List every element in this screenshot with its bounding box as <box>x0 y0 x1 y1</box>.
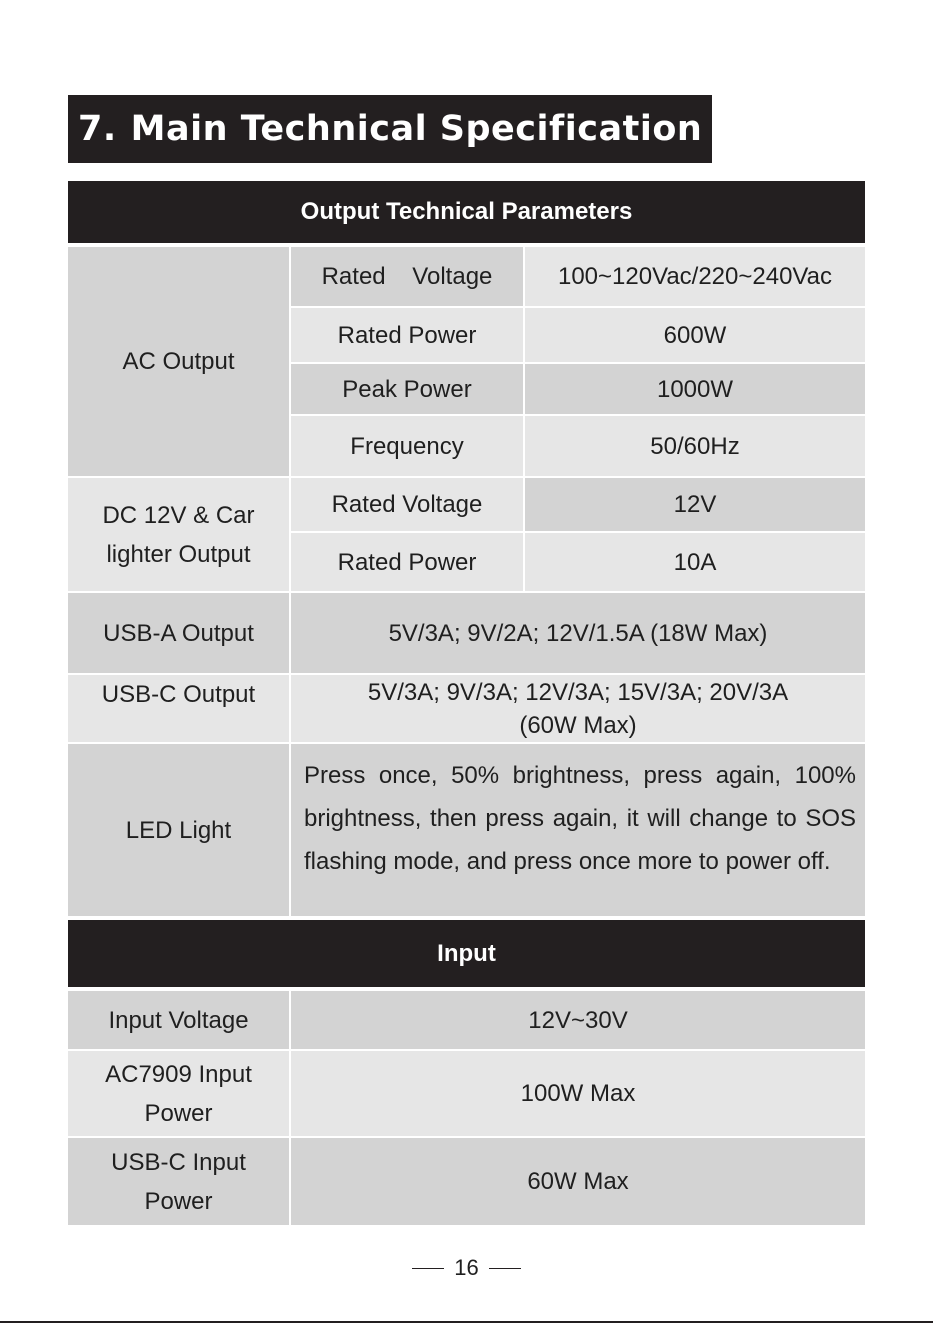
usb-c-output-value-line2: (60W Max) <box>519 711 637 739</box>
led-light-label: LED Light <box>68 744 289 916</box>
usb-a-output-value: 5V/3A; 9V/2A; 12V/1.5A (18W Max) <box>291 593 865 673</box>
ac7909-input-label-line1: AC7909 Input <box>105 1060 252 1088</box>
dc-output-label-line2: lighter Output <box>106 540 251 568</box>
page-number: 16 <box>454 1255 479 1280</box>
footer-dash-right <box>489 1268 521 1269</box>
output-table-header: Output Technical Parameters <box>68 181 865 243</box>
ac-output-label: AC Output <box>68 247 289 476</box>
ac7909-input-label-line2: Power <box>144 1099 213 1127</box>
ac-rated-voltage-param: Rated Voltage <box>291 247 523 306</box>
ac-frequency-param: Frequency <box>291 416 523 476</box>
dc-rated-voltage-param: Rated Voltage <box>291 478 523 531</box>
usb-c-output-label: USB-C Output <box>68 675 289 742</box>
section-title: Main Technical Specification <box>130 109 703 149</box>
ac-peak-power-value: 1000W <box>525 364 865 414</box>
ac-frequency-value: 50/60Hz <box>525 416 865 476</box>
ac7909-input-label <box>68 1051 289 1136</box>
ac7909-input-value: 100W Max <box>291 1051 865 1136</box>
dc-rated-power-value: 10A <box>525 533 865 591</box>
input-table-header: Input <box>68 920 865 987</box>
footer-dash-left <box>412 1268 444 1269</box>
ac-peak-power-param: Peak Power <box>291 364 523 414</box>
usb-c-input-value: 60W Max <box>291 1138 865 1225</box>
page-footer <box>0 1254 933 1282</box>
input-voltage-value: 12V~30V <box>291 991 865 1049</box>
section-heading <box>68 95 712 163</box>
input-voltage-label: Input Voltage <box>68 991 289 1049</box>
dc-output-label <box>68 478 289 591</box>
usb-a-output-label: USB-A Output <box>68 593 289 673</box>
usb-c-output-value-line1: 5V/3A; 9V/3A; 12V/3A; 15V/3A; 20V/3A <box>367 678 789 706</box>
dc-rated-power-param: Rated Power <box>291 533 523 591</box>
dc-output-label-line1: DC 12V & Car <box>102 501 255 529</box>
usb-c-output-value <box>291 675 865 742</box>
usb-c-input-label <box>68 1138 289 1225</box>
led-light-value: Press once, 50% brightness, press again, 100% brightness, then press again, it will change to SOS flashing mode, and press once more to power off. <box>291 744 865 916</box>
usb-c-input-label-line1: USB-C Input <box>111 1148 246 1176</box>
dc-rated-voltage-value: 12V <box>525 478 865 531</box>
section-number: 7. <box>78 109 117 149</box>
ac-rated-voltage-value: 100~120Vac/220~240Vac <box>525 247 865 306</box>
ac-rated-power-value: 600W <box>525 308 865 362</box>
ac-rated-power-param: Rated Power <box>291 308 523 362</box>
page-bottom-rule <box>0 1321 933 1323</box>
usb-c-input-label-line2: Power <box>144 1187 213 1215</box>
